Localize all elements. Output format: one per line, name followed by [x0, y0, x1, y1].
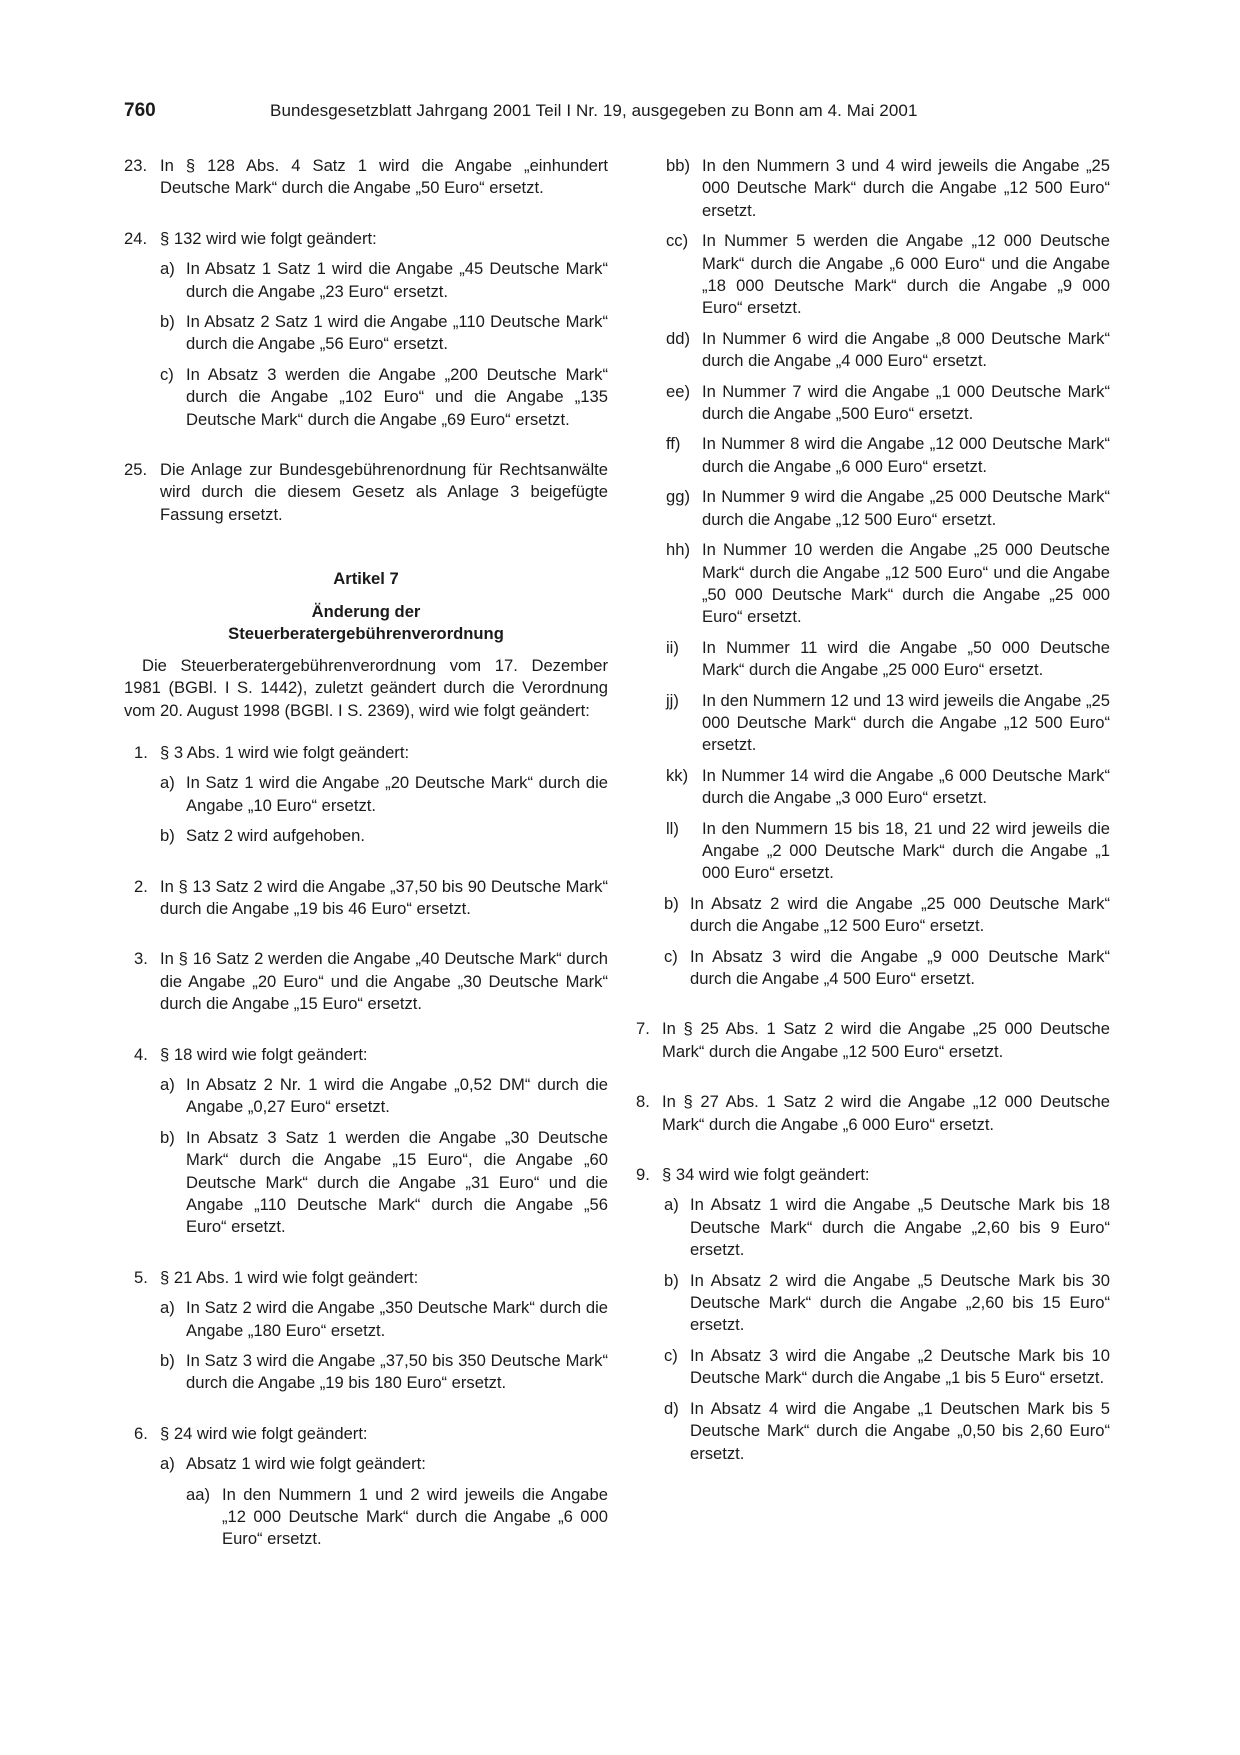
list-item: b) In Absatz 3 Satz 1 werden die Angabe „30 Deutsche Mark“ durch die Angabe „15 Euro“, die Angabe „60 Deutsche Mark“ durch die Angabe „31 Euro“ und die Angabe „110 Deutsche Mark“ durch die Angabe „56 Euro“ ersetzt. — [160, 1127, 608, 1237]
list-item: ee) In Nummer 7 wird die Angabe „1 000 Deutsche Mark“ durch die Angabe „500 Euro“ ersetzt. — [666, 381, 1110, 424]
list-item: c) In Absatz 3 wird die Angabe „9 000 Deutsche Mark“ durch die Angabe „4 500 Euro“ ersetzt. — [664, 946, 1110, 988]
list-item: 3. In § 16 Satz 2 werden die Angabe „40 Deutsche Mark“ durch die Angabe „20 Euro“ und die Angabe „30 Deutsche Mark“ durch die Angabe „15 Euro“ ersetzt. — [134, 949, 608, 1014]
list-item: a) Absatz 1 wird wie folgt geändert: — [160, 1454, 426, 1474]
list-item: c) In Absatz 3 werden die Angabe „200 Deutsche Mark“ durch die Angabe „102 Euro“ und die Angabe „135 Deutsche Mark“ durch die Angabe „69 Euro“ ersetzt. — [160, 364, 608, 429]
page-header — [124, 100, 974, 128]
list-item: 23. In § 128 Abs. 4 Satz 1 wird die Angabe „einhundert Deutsche Mark“ durch die Angabe „50 Euro“ ersetzt. — [124, 156, 608, 198]
list-item: cc) In Nummer 5 werden die Angabe „12 000 Deutsche Mark“ durch die Angabe „6 000 Euro“ und die Angabe „18 000 Deutsche Mark“ durch die Angabe „9 000 Euro“ ersetzt. — [666, 231, 1110, 318]
list-item: 6. § 24 wird wie folgt geändert: — [134, 1423, 368, 1443]
list-item: a) In Absatz 1 wird die Angabe „5 Deutsche Mark bis 18 Deutsche Mark“ durch die Angabe „2,60 bis 9 Euro“ ersetzt. — [664, 1195, 1110, 1260]
list-item: ii) In Nummer 11 wird die Angabe „50 000 Deutsche Mark“ durch die Angabe „25 000 Euro“ ersetzt. — [666, 637, 1110, 680]
list-item: b) In Absatz 2 wird die Angabe „5 Deutsche Mark bis 30 Deutsche Mark“ durch die Angabe „2,60 bis 15 Euro“ ersetzt. — [664, 1270, 1110, 1335]
list-item: gg) In Nummer 9 wird die Angabe „25 000 Deutsche Mark“ durch die Angabe „12 500 Euro“ ersetzt. — [666, 487, 1110, 529]
list-item: b) In Satz 3 wird die Angabe „37,50 bis 350 Deutsche Mark“ durch die Angabe „19 bis 180 Euro“ ersetzt. — [160, 1351, 608, 1393]
list-item: a) In Satz 2 wird die Angabe „350 Deutsche Mark“ durch die Angabe „180 Euro“ ersetzt. — [160, 1298, 608, 1340]
list-item: hh) In Nummer 10 werden die Angabe „25 000 Deutsche Mark“ durch die Angabe „12 500 Euro“ und die Angabe „50 000 Deutsche Mark“ durch die Angabe „25 000 Euro“ ersetzt. — [666, 540, 1110, 627]
article-heading: Artikel 7 — [333, 569, 399, 589]
list-item: d) In Absatz 4 wird die Angabe „1 Deutschen Mark bis 5 Deutsche Mark“ durch die Angabe „0,50 bis 2,60 Euro“ ersetzt. — [664, 1398, 1110, 1463]
header-title: Bundesgesetzblatt Jahrgang 2001 Teil I Nr. 19, ausgegeben zu Bonn am 4. Mai 2001 — [270, 101, 918, 120]
intro-paragraph: Die Steuerberatergebührenverordnung vom 17. Dezember 1981 (BGBl. I S. 1442), zuletzt geändert durch die Verordnung vom 20. August 1998 (BGBl. I S. 2369), wird wie folgt geändert: — [124, 655, 608, 720]
list-item: kk) In Nummer 14 wird die Angabe „6 000 Deutsche Mark“ durch die Angabe „3 000 Euro“ ersetzt. — [666, 765, 1110, 808]
article-subheading: Änderung der Steuerberatergebührenverordnung — [228, 601, 504, 643]
list-item: aa) In den Nummern 1 und 2 wird jeweils die Angabe „12 000 Deutsche Mark“ durch die Angabe „6 000 Euro“ ersetzt. — [186, 1484, 608, 1549]
list-item: 7. In § 25 Abs. 1 Satz 2 wird die Angabe „25 000 Deutsche Mark“ durch die Angabe „12 500 Euro“ ersetzt. — [636, 1019, 1110, 1061]
list-item: 1. § 3 Abs. 1 wird wie folgt geändert: — [134, 742, 410, 762]
list-item: 25. Die Anlage zur Bundesgebührenordnung für Rechtsanwälte wird durch die diesem Gesetz als Anlage 3 beigefügte Fassung ersetzt. — [124, 460, 608, 524]
list-item: 5. § 21 Abs. 1 wird wie folgt geändert: — [134, 1267, 419, 1287]
list-item: c) In Absatz 3 wird die Angabe „2 Deutsche Mark bis 10 Deutsche Mark“ durch die Angabe „1 bis 5 Euro“ ersetzt. — [664, 1345, 1110, 1388]
list-item: a) In Satz 1 wird die Angabe „20 Deutsche Mark“ durch die Angabe „10 Euro“ ersetzt. — [160, 773, 608, 815]
list-item: b) In Absatz 2 Satz 1 wird die Angabe „110 Deutsche Mark“ durch die Angabe „56 Euro“ ersetzt. — [160, 312, 608, 354]
list-item: 9. § 34 wird wie folgt geändert: — [636, 1165, 870, 1185]
list-item: dd) In Nummer 6 wird die Angabe „8 000 Deutsche Mark“ durch die Angabe „4 000 Euro“ ersetzt. — [666, 328, 1110, 371]
list-item: b) In Absatz 2 wird die Angabe „25 000 Deutsche Mark“ durch die Angabe „12 500 Euro“ ersetzt. — [664, 893, 1110, 936]
list-item: 4. § 18 wird wie folgt geändert: — [134, 1044, 368, 1064]
list-item: a) In Absatz 1 Satz 1 wird die Angabe „45 Deutsche Mark“ durch die Angabe „23 Euro“ ersetzt. — [160, 259, 608, 301]
list-item: a) In Absatz 2 Nr. 1 wird die Angabe „0,52 DM“ durch die Angabe „0,27 Euro“ ersetzt. — [160, 1074, 608, 1117]
list-item: 2. In § 13 Satz 2 wird die Angabe „37,50 bis 90 Deutsche Mark“ durch die Angabe „19 bis 46 Euro“ ersetzt. — [134, 876, 608, 918]
list-item: 24. § 132 wird wie folgt geändert: — [124, 228, 377, 248]
list-item: b) Satz 2 wird aufgehoben. — [160, 826, 365, 846]
list-item: ff) In Nummer 8 wird die Angabe „12 000 Deutsche Mark“ durch die Angabe „6 000 Euro“ ersetzt. — [666, 434, 1110, 476]
list-item: bb) In den Nummern 3 und 4 wird jeweils die Angabe „25 000 Deutsche Mark“ durch die Angabe „12 500 Euro“ ersetzt. — [666, 156, 1110, 220]
page-number: 760 — [124, 100, 156, 121]
left-column — [124, 155, 608, 1559]
list-item: jj) In den Nummern 12 und 13 wird jeweils die Angabe „25 000 Deutsche Mark“ durch die Angabe „12 500 Euro“ ersetzt. — [666, 690, 1110, 755]
list-item: ll) In den Nummern 15 bis 18, 21 und 22 wird jeweils die Angabe „2 000 Deutsche Mark“ durch die Angabe „1 000 Euro“ ersetzt. — [666, 818, 1110, 883]
right-column — [636, 155, 1110, 1473]
list-item: 8. In § 27 Abs. 1 Satz 2 wird die Angabe „12 000 Deutsche Mark“ durch die Angabe „6 000 Euro“ ersetzt. — [636, 1092, 1110, 1134]
